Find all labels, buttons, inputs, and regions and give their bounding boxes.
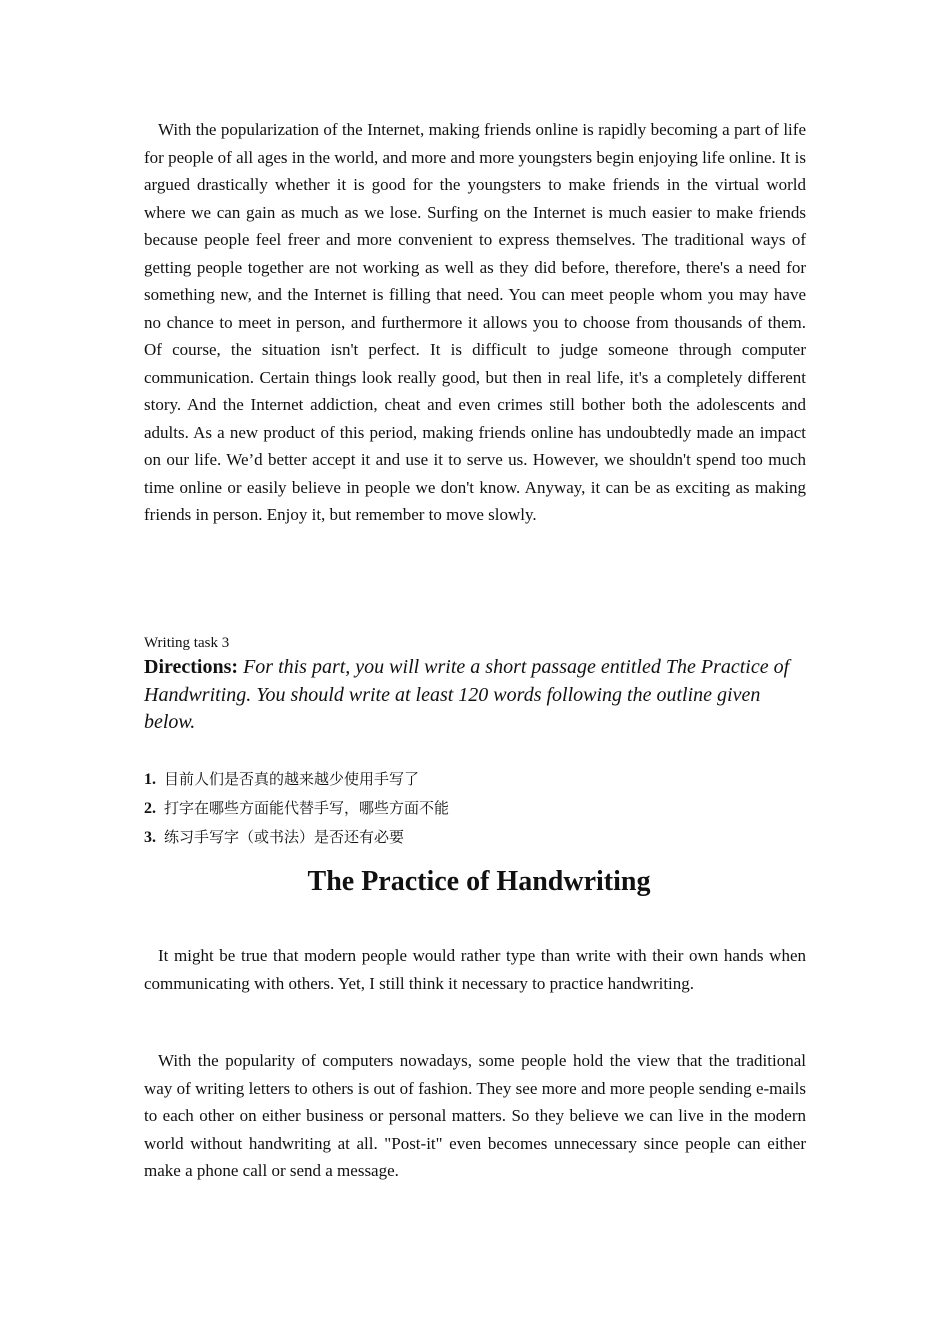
- outline-text: 打字在哪些方面能代替手写，哪些方面不能: [164, 799, 450, 817]
- outline-text: 目前人们是否真的越来越少使用手写了: [164, 770, 420, 788]
- directions: [144, 654, 806, 737]
- outline-text: 练习手写字（或书法）是否还有必要: [164, 828, 405, 846]
- essay-title: The Practice of Handwriting: [307, 866, 651, 897]
- essay-paragraph-1: It might be true that modern people would rather type than write with their own hands when communicating with others. Yet, I still think it necessary to practice handwriting.: [144, 946, 806, 993]
- outline-number: 1.: [144, 771, 156, 788]
- outline-list: [144, 765, 806, 852]
- outline-item: [144, 823, 806, 852]
- outline-number: 3.: [144, 829, 156, 846]
- task-label: Writing task 3: [144, 635, 230, 651]
- directions-text: For this part, you will write a short passage entitled The Practice of Handwriting. You should write at least 120 words following the outline given below.: [144, 656, 790, 733]
- intro-paragraph: With the popularization of the Internet, making friends online is rapidly becoming a part of life for people of all ages in the world, and more and more youngsters begin enjoying life online. It is argued drastically whether it is good for the youngsters to make friends in the virtual world where we can gain as much as we lose. Surfing on the Internet is much easier to make friends because people feel freer and more convenient to express themselves. The traditional ways of getting people together are not working as well as they did before, therefore, there's a need for something new, and the Internet is filling that need. You can meet people whom you may have no chance to meet in person, and furthermore it allows you to choose from thousands of them. Of course, the situation isn't perfect. It is difficult to judge someone through computer communication. Certain things look really good, but then in real life, it's a completely different story. And the Internet addiction, cheat and even crimes still bother both the adolescents and adults. As a new product of this period, making friends online has undoubtedly made an impact on our life. We’d better accept it and use it to serve us. However, we shouldn't spend too much time online or easily believe in people we don't know. Anyway, it can be as exciting as making friends in person. Enjoy it, but remember to move slowly.: [144, 120, 806, 524]
- outline-number: 2.: [144, 800, 156, 817]
- outline-item: [144, 794, 806, 823]
- directions-label: Directions:: [144, 656, 239, 678]
- outline-item: [144, 765, 806, 794]
- essay-paragraph-2: With the popularity of computers nowadays, some people hold the view that the traditional way of writing letters to others is out of fashion. They see more and more people sending e-mails to each other on either business or personal matters. So they believe we can live in the modern world without handwriting at all. "Post-it" even becomes unnecessary since people can either make a phone call or send a message.: [144, 1051, 806, 1180]
